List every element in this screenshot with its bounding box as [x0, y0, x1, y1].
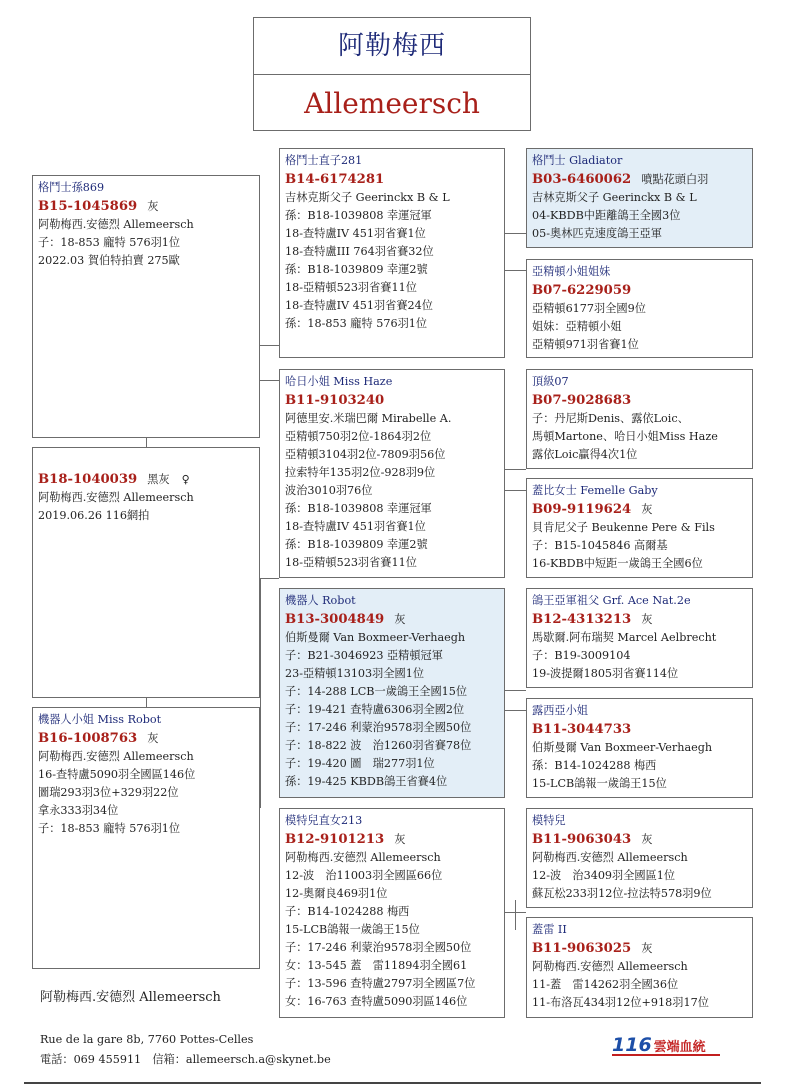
- ring-number-row: [532, 391, 747, 410]
- pedigree-detail-line: 波治3010羽76位: [285, 484, 373, 497]
- pedigree-detail-line: 姐妹：亞精頓小姐: [532, 320, 622, 333]
- ring-number-row: [532, 610, 747, 629]
- ring-number: B11-9063025: [532, 941, 632, 956]
- sire-dam-dam-card: [526, 478, 753, 578]
- pedigree-detail-line: 15-LCB鴿報一歲鴿王15位: [285, 923, 420, 936]
- ring-number-row: [38, 470, 254, 489]
- name-chinese: 阿勒梅西: [254, 18, 530, 75]
- pigeon-nickname: 機器人小姐 Miss Robot: [38, 713, 162, 726]
- ring-number-row: [532, 720, 747, 739]
- pedigree-detail-line: 子：17-246 利蒙治9578羽全國50位: [285, 941, 472, 954]
- pedigree-detail-line: 05-奧林匹克速度鴿王亞軍: [532, 227, 662, 240]
- ring-number: B15-1045869: [38, 199, 138, 214]
- ring-number: B11-3044733: [532, 722, 632, 737]
- pigeon-nickname: 哈日小姐 Miss Haze: [285, 375, 393, 388]
- pedigree-detail-line: 阿勒梅西.安德烈 Allemeersch: [285, 851, 441, 864]
- pedigree-detail-line: 15-LCB鴿報一歲鴿王15位: [532, 777, 667, 790]
- dam-dam-card: [279, 808, 505, 1018]
- ring-number: B12-4313213: [532, 612, 632, 627]
- pedigree-detail-line: 18-亞精頓523羽省賽11位: [285, 556, 417, 569]
- connector-line: [260, 380, 279, 381]
- feather-color: 灰: [147, 200, 159, 213]
- pedigree-detail-line: 16-查特盧5090羽全國區146位: [38, 768, 196, 781]
- ring-number-row: [532, 281, 747, 300]
- bottom-rule: [24, 1082, 761, 1084]
- pedigree-detail-line: 阿勒梅西.安德烈 Allemeersch: [38, 218, 194, 231]
- pedigree-detail-line: 孫：B18-1039808 幸運冠軍: [285, 502, 432, 515]
- pigeon-name-header: [253, 17, 531, 131]
- ring-number: B14-6174281: [285, 172, 385, 187]
- pigeon-nickname: 格鬥士孫869: [38, 181, 105, 194]
- sire-sire-dam-card: [526, 259, 753, 358]
- pedigree-detail-line: 孫：18-853 龐特 576羽1位: [285, 317, 428, 330]
- pedigree-detail-line: 阿勒梅西.安德烈 Allemeersch: [532, 960, 688, 973]
- feather-color: 灰: [641, 942, 653, 955]
- dam-dam-sire-card: [526, 808, 753, 908]
- pedigree-detail-line: 18-亞精頓523羽省賽11位: [285, 281, 417, 294]
- owner-contact: 電話：069 455911 信箱：allemeersch.a@skynet.be: [40, 1053, 331, 1066]
- pigeon-nickname: 亞精頓小姐姐妹: [532, 265, 611, 278]
- sire-dam-card: [279, 369, 505, 578]
- pigeon-nickname: 格鬥士直子281: [285, 154, 363, 167]
- ring-number-row: [532, 170, 747, 189]
- pedigree-detail-line: 拉索特年135羽2位-928羽9位: [285, 466, 436, 479]
- pedigree-detail-line: 子：18-853 龐特 576羽1位: [38, 822, 181, 835]
- pedigree-detail-line: 11-布洛瓦434羽12位+918羽17位: [532, 996, 709, 1009]
- pedigree-detail-line: 亞精頓750羽2位-1864羽2位: [285, 430, 432, 443]
- owner-name: 阿勒梅西.安德烈 Allemeersch: [40, 990, 221, 1005]
- connector-line: [505, 710, 526, 711]
- pedigree-detail-line: 馬歇爾.阿布瑞契 Marcel Aelbrecht: [532, 631, 717, 644]
- pedigree-detail-line: 伯斯曼爾 Van Boxmeer-Verhaegh: [285, 631, 466, 644]
- pedigree-detail-line: 子：丹尼斯Denis、露依Loic、: [532, 412, 689, 425]
- pedigree-detail-line: 露依Loic贏得4次1位: [532, 448, 638, 461]
- ring-number-row: [285, 610, 499, 629]
- pedigree-detail-line: 12-波 治11003羽全國區66位: [285, 869, 443, 882]
- sire-dam-sire-card: [526, 369, 753, 469]
- logo-underline: [612, 1054, 720, 1056]
- ring-number: B13-3004849: [285, 612, 385, 627]
- connector-line: [505, 270, 526, 271]
- logo-text: 雲端血統: [653, 1040, 706, 1055]
- dam-card: [32, 707, 260, 969]
- pedigree-detail-line: 亞精頓3104羽2位-7809羽56位: [285, 448, 446, 461]
- pedigree-detail-line: 子：14-288 LCB一歲鴿王全國15位: [285, 685, 468, 698]
- ring-number-row: [532, 500, 747, 519]
- pedigree-detail-line: 04-KBDB中距離鴿王全國3位: [532, 209, 681, 222]
- pedigree-detail-line: 18-查特盧IV 451羽省賽1位: [285, 227, 426, 240]
- pedigree-detail-line: 子：B14-1024288 梅西: [285, 905, 410, 918]
- connector-line: [260, 345, 279, 346]
- pedigree-detail-line: 馬頓Martone、哈日小姐Miss Haze: [532, 430, 718, 443]
- pigeon-nickname: 蓋雷 II: [532, 923, 567, 936]
- pigeon-nickname: 格鬥士 Gladiator: [532, 154, 623, 167]
- ring-number-row: [38, 729, 254, 748]
- pedigree-detail-line: 吉林克斯父子 Geerinckx B & L: [285, 191, 450, 204]
- pedigree-detail-line: 子：B21-3046923 亞精頓冠軍: [285, 649, 443, 662]
- owner-address: Rue de la gare 8b, 7760 Pottes-Celles: [40, 1033, 254, 1046]
- pedigree-detail-line: 孫：B18-1039809 幸運2號: [285, 538, 428, 551]
- ring-number: B03-6460062: [532, 172, 632, 187]
- feather-color: 灰: [394, 833, 406, 846]
- ring-number: B11-9063043: [532, 832, 632, 847]
- pedigree-detail-line: 子：B19-3009104: [532, 649, 631, 662]
- pigeon-nickname: 機器人 Robot: [285, 594, 356, 607]
- ring-number: B18-1040039: [38, 472, 138, 487]
- connector-line: [505, 233, 526, 234]
- connector-line: [146, 438, 147, 447]
- logo-number: 116: [612, 1034, 652, 1056]
- subject-pigeon-card: [32, 447, 260, 698]
- pedigree-detail-line: 子：18-822 波 治1260羽省賽78位: [285, 739, 472, 752]
- connector-line: [515, 900, 516, 930]
- ring-number-row: [38, 197, 254, 216]
- feather-color: 灰: [641, 503, 653, 516]
- pedigree-detail-line: 2022.03 賀伯特拍賣 275歐: [38, 254, 180, 267]
- pedigree-detail-line: 子：19-420 圖 瑞277羽1位: [285, 757, 435, 770]
- sire-card: [32, 175, 260, 438]
- pedigree-detail-line: 子：18-853 龐特 576羽1位: [38, 236, 181, 249]
- name-english: Allemeersch: [304, 87, 480, 120]
- pedigree-detail-line: 孫：B18-1039809 幸運2號: [285, 263, 428, 276]
- pedigree-detail-line: 孫：19-425 KBDB鴿王省賽4位: [285, 775, 448, 788]
- dam-sire-dam-card: [526, 698, 753, 798]
- pedigree-detail-line: 阿勒梅西.安德烈 Allemeersch: [532, 851, 688, 864]
- ring-number: B16-1008763: [38, 731, 138, 746]
- ring-number-row: [285, 391, 499, 410]
- pedigree-detail-line: 18-查特盧IV 451羽省賽24位: [285, 299, 433, 312]
- pedigree-detail-line: 蘇瓦松233羽12位-拉法特578羽9位: [532, 887, 712, 900]
- ring-number: B09-9119624: [532, 502, 632, 517]
- pedigree-detail-line: 亞精頓6177羽全國9位: [532, 302, 646, 315]
- sex-symbol: ♀: [181, 473, 190, 486]
- pedigree-detail-line: 圖瑞293羽3位+329羽22位: [38, 786, 179, 799]
- pedigree-detail-line: 亞精頓971羽省賽1位: [532, 338, 639, 351]
- ring-number-row: [285, 170, 499, 189]
- ring-number: B07-6229059: [532, 283, 632, 298]
- feather-color: 噴點花頭白羽: [641, 173, 709, 186]
- pigeon-nickname: 模特兒: [532, 814, 566, 827]
- connector-line: [505, 690, 526, 691]
- connector-line: [505, 490, 526, 491]
- pedigree-detail-line: 子：B15-1045846 高爾基: [532, 539, 668, 552]
- pedigree-detail-line: 18-查特盧III 764羽省賽32位: [285, 245, 434, 258]
- dam-sire-card: [279, 588, 505, 798]
- pedigree-detail-line: 18-查特盧IV 451羽省賽1位: [285, 520, 426, 533]
- connector-line: [146, 698, 147, 707]
- connector-line: [260, 578, 261, 808]
- pedigree-detail-line: 12-波 治3409羽全國區1位: [532, 869, 676, 882]
- feather-color: 灰: [641, 613, 653, 626]
- sire-sire-card: [279, 148, 505, 358]
- pedigree-detail-line: 11-蓋 雷14262羽全國36位: [532, 978, 679, 991]
- pedigree-detail-line: 吉林克斯父子 Geerinckx B & L: [532, 191, 697, 204]
- pigeon-nickname: 蓋比女士 Femelle Gaby: [532, 484, 658, 497]
- pedigree-detail-line: 16-KBDB中短距一歲鴿王全國6位: [532, 557, 703, 570]
- pigeon-nickname: 模特兒直女213: [285, 814, 363, 827]
- pigeon-nickname: 露西亞小姐: [532, 704, 588, 717]
- pedigree-detail-line: 19-波提爾1805羽省賽114位: [532, 667, 679, 680]
- feather-color: 灰: [147, 732, 159, 745]
- pedigree-detail-line: 女：16-763 查特盧5090羽區146位: [285, 995, 468, 1008]
- pedigree-detail-line: 子：19-421 查特盧6306羽全國2位: [285, 703, 465, 716]
- brand-logo: [612, 1034, 722, 1056]
- pedigree-detail-line: 23-亞精頓13103羽全國1位: [285, 667, 425, 680]
- pedigree-detail-line: 伯斯曼爾 Van Boxmeer-Verhaegh: [532, 741, 713, 754]
- sire-sire-sire-card: [526, 148, 753, 248]
- dam-dam-dam-card: [526, 917, 753, 1018]
- pedigree-detail-line: 子：13-596 查特盧2797羽全國區7位: [285, 977, 476, 990]
- pedigree-detail-line: 貝肯尼父子 Beukenne Pere & Fils: [532, 521, 715, 534]
- connector-line: [505, 469, 526, 470]
- pigeon-nickname: 頂級07: [532, 375, 569, 388]
- ring-number-row: [285, 830, 499, 849]
- pedigree-detail-line: 2019.06.26 116網拍: [38, 509, 150, 522]
- pedigree-detail-line: 拿永333羽34位: [38, 804, 119, 817]
- pedigree-detail-line: 阿勒梅西.安德烈 Allemeersch: [38, 750, 194, 763]
- pedigree-detail-line: 子：17-246 利蒙治9578羽全國50位: [285, 721, 472, 734]
- ring-number-row: [532, 939, 747, 958]
- pedigree-detail-line: 孫：B18-1039808 幸運冠軍: [285, 209, 432, 222]
- feather-color: 灰: [641, 833, 653, 846]
- ring-number-row: [532, 830, 747, 849]
- dam-sire-sire-card: [526, 588, 753, 688]
- pedigree-detail-line: 孫：B14-1024288 梅西: [532, 759, 657, 772]
- feather-color: 黑灰: [147, 473, 170, 486]
- ring-number: B11-9103240: [285, 393, 385, 408]
- pedigree-detail-line: 12-奧爾良469羽1位: [285, 887, 388, 900]
- connector-line: [260, 578, 279, 579]
- ring-number: B07-9028683: [532, 393, 632, 408]
- pigeon-nickname: 鴿王亞軍祖父 Grf. Ace Nat.2e: [532, 594, 691, 607]
- feather-color: 灰: [394, 613, 406, 626]
- pedigree-detail-line: 阿德里安.米瑞巴爾 Mirabelle A.: [285, 412, 452, 425]
- pedigree-detail-line: 阿勒梅西.安德烈 Allemeersch: [38, 491, 194, 504]
- pedigree-detail-line: 女：13-545 蓋 雷11894羽全國61: [285, 959, 468, 972]
- ring-number: B12-9101213: [285, 832, 385, 847]
